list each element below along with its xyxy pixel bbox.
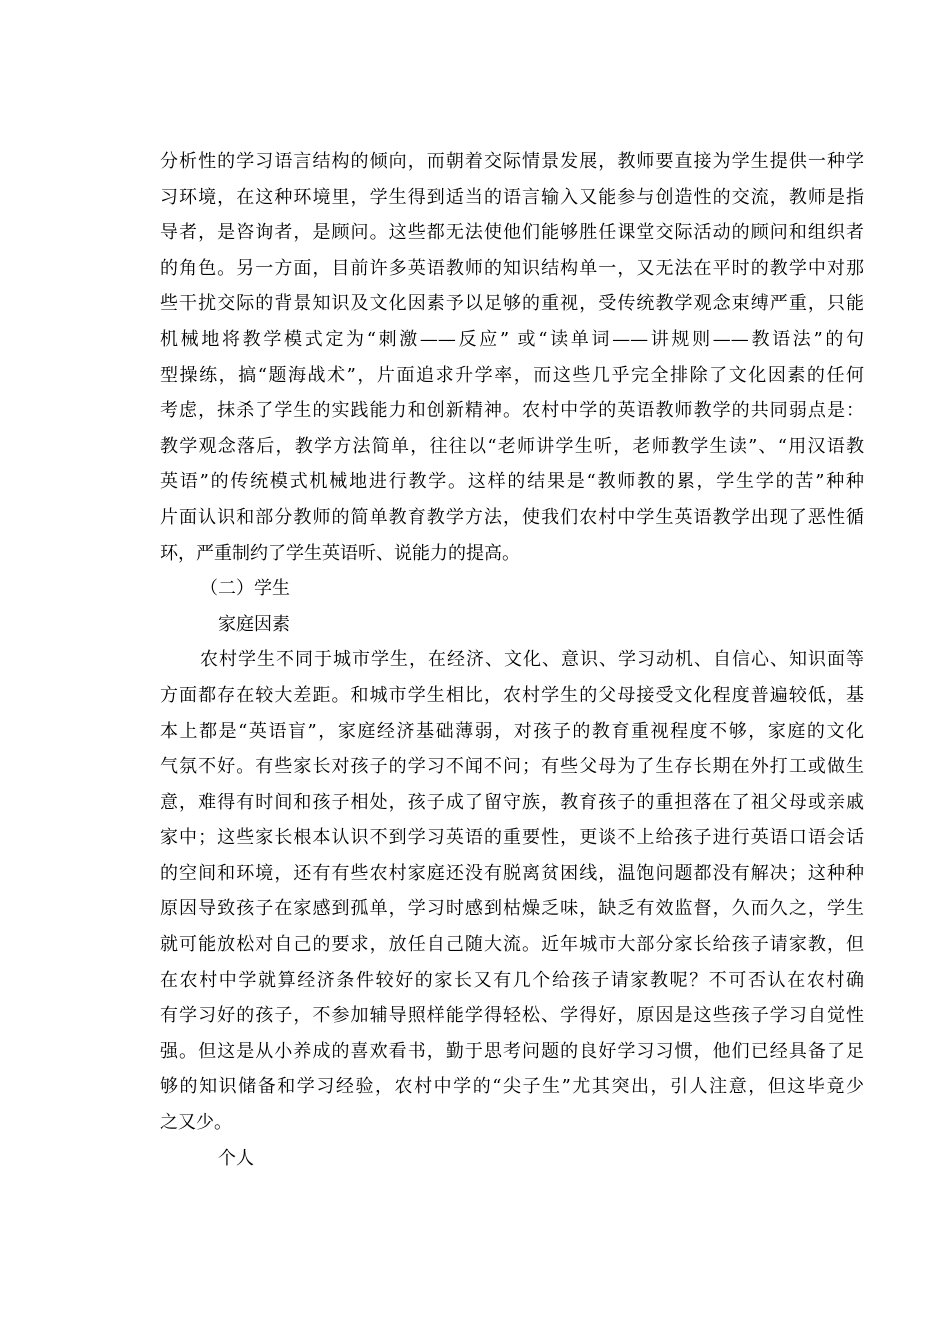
paragraph-line: 农村学生不同于城市学生，在经济、文化、意识、学习动机、自信心、知识面等	[200, 649, 864, 671]
paragraph-line: 的空间和环境，还有有些农村家庭还没有脱离贫困线，温饱问题都没有解决；这种种	[160, 862, 864, 884]
paragraph-line: 方面都存在较大差距。和城市学生相比，农村学生的父母接受文化程度普遍较低，基	[160, 684, 864, 706]
paragraph-line: 英语”的传统模式机械地进行教学。这样的结果是“教师教的累，学生学的苦”种种	[160, 471, 864, 493]
paragraph-line: 家中；这些家长根本认识不到学习英语的重要性，更谈不上给孩子进行英语口语会话	[160, 827, 864, 849]
paragraph-line: 够的知识储备和学习经验，农村中学的“尖子生”尤其突出，引人注意，但这毕竟少	[160, 1076, 864, 1098]
paragraph-line: 考虑，抹杀了学生的实践能力和创新精神。农村中学的英语教师教学的共同弱点是：	[160, 400, 864, 422]
paragraph-line: 原因导致孩子在家感到孤单，学习时感到枯燥乏味，缺乏有效监督，久而久之，学生	[160, 898, 864, 920]
subsection-heading-family: 家庭因素	[218, 613, 290, 635]
paragraph-line: 导者，是咨询者，是顾问。这些都无法使他们能够胜任课堂交际活动的顾问和组织者	[160, 222, 864, 244]
paragraph-line: 些干扰交际的背景知识及文化因素予以足够的重视，受传统教学观念束缚严重，只能	[160, 293, 864, 315]
paragraph-line: 就可能放松对自己的要求，放任自己随大流。近年城市大部分家长给孩子请家教，但	[160, 934, 864, 956]
paragraph-teachers	[160, 144, 864, 571]
subsection-heading-personal: 个人	[218, 1147, 254, 1169]
paragraph-line: 在农村中学就算经济条件较好的家长又有几个给孩子请家教呢？不可否认在农村确	[160, 969, 864, 991]
paragraph-line: 有学习好的孩子，不参加辅导照样能学得轻松、学得好，原因是这些孩子学习自觉性	[160, 1005, 864, 1027]
paragraph-line: 片面认识和部分教师的简单教育教学方法，使我们农村中学生英语教学出现了恶性循	[160, 506, 864, 528]
section-heading-students: （二）学生	[200, 578, 290, 600]
paragraph-line: 气氛不好。有些家长对孩子的学习不闻不问；有些父母为了生存长期在外打工或做生	[160, 756, 864, 778]
paragraph-line: 型操练，搞“题海战术”，片面追求升学率，而这些几乎完全排除了文化因素的任何	[160, 364, 864, 386]
paragraph-line: 本上都是“英语盲”，家庭经济基础薄弱，对孩子的教育重视程度不够，家庭的文化	[160, 720, 864, 742]
paragraph-line: 强。但这是从小养成的喜欢看书，勤于思考问题的良好学习习惯，他们已经具备了足	[160, 1040, 864, 1062]
paragraph-line: 的角色。另一方面，目前许多英语教师的知识结构单一，又无法在平时的教学中对那	[160, 257, 864, 279]
paragraph-line: 分析性的学习语言结构的倾向，而朝着交际情景发展，教师要直接为学生提供一种学	[160, 151, 864, 172]
document-body	[160, 144, 864, 1176]
paragraph-line: 意，难得有时间和孩子相处，孩子成了留守族，教育孩子的重担落在了祖父母或亲戚	[160, 791, 864, 813]
paragraph-line: 之又少。	[160, 1112, 232, 1134]
paragraph-line: 习环境，在这种环境里，学生得到适当的语言输入又能参与创造性的交流，教师是指	[160, 186, 864, 208]
paragraph-line: 教学观念落后，教学方法简单，往往以“老师讲学生听，老师教学生读”、“用汉语教	[160, 435, 864, 457]
paragraph-line: 环，严重制约了学生英语听、说能力的提高。	[160, 542, 520, 564]
paragraph-line: 机械地将教学模式定为“刺激——反应” 或“读单词——讲规则——教语法”的句	[160, 328, 864, 350]
paragraph-family-factors	[160, 642, 864, 1140]
